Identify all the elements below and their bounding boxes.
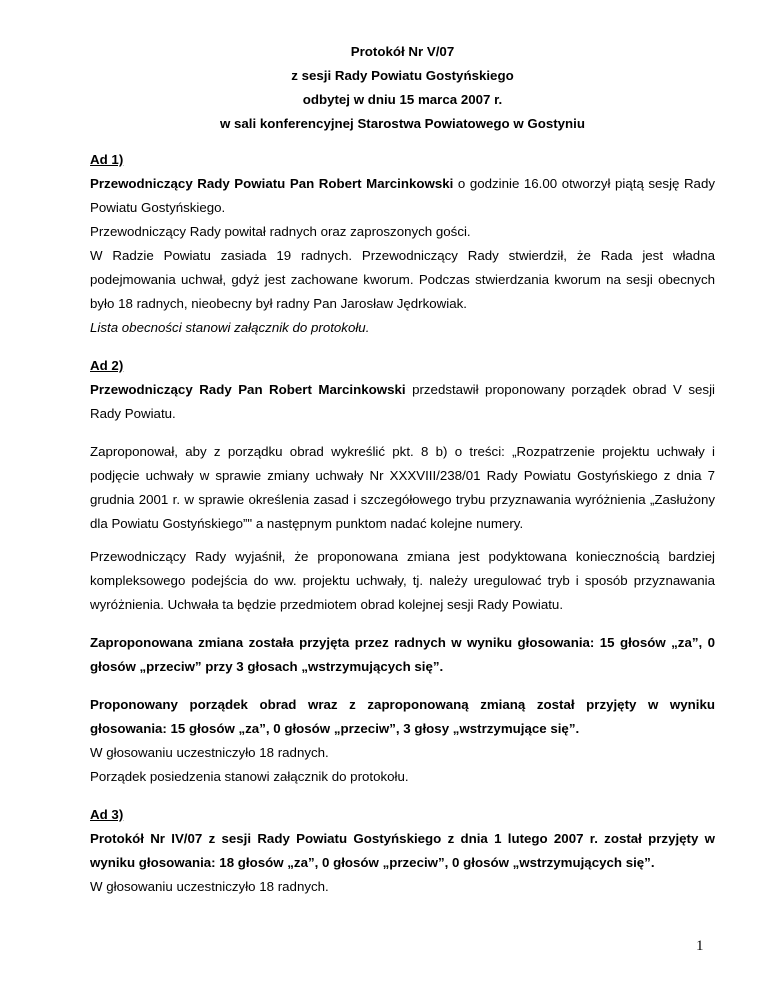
ad2-paragraph-1 <box>90 378 715 426</box>
ad3-paragraph-2: W głosowaniu uczestniczyło 18 radnych. <box>90 879 329 894</box>
spacer <box>90 426 715 440</box>
spacer <box>90 789 715 803</box>
spacer <box>90 340 715 354</box>
document-page <box>90 40 715 899</box>
ad1-paragraph-2: Przewodniczący Rady powitał radnych oraz zaproszonych gości. <box>90 224 471 239</box>
ad2-speaker: Przewodniczący Rady Pan Robert Marcinkowski <box>90 382 406 397</box>
page-number: 1 <box>696 938 704 954</box>
spacer <box>90 536 715 545</box>
ad2-paragraph-4: Zaproponowana zmiana została przyjęta przez radnych w wyniku głosowania: 15 głosów „za”, 0 głosów „przeciw” przy 3 głosach „wstrzymujących się”. <box>90 635 715 674</box>
ad2-paragraph-7: Porządek posiedzenia stanowi załącznik do protokołu. <box>90 769 409 784</box>
title-line-3: odbytej w dniu 15 marca 2007 r. <box>302 92 503 107</box>
ad1-speaker: Przewodniczący Rady Powiatu Pan Robert Marcinkowski <box>90 176 454 191</box>
title-line-2: z sesji Rady Powiatu Gostyńskiego <box>291 68 514 83</box>
ad2-paragraph-5: Proponowany porządek obrad wraz z zaproponowaną zmianą został przyjęty w wyniku głosowania: 15 głosów „za”, 0 głosów „przeciw”, 3 głosy „wstrzymujące się”. <box>90 697 715 736</box>
document-title <box>90 40 715 136</box>
ad1-paragraph-3: W Radzie Powiatu zasiada 19 radnych. Przewodniczący Rady stwierdził, że Rada jest władna podejmowania uchwał, gdyż jest zachowane kworum. Podczas stwierdzania kworum na sesji obecnych było 18 radnych, nieobecny był radny Pan Jarosław Jędrkowiak. <box>90 248 715 311</box>
ad1-paragraph-1-rest: o godzinie 16.00 otworzył piątą sesję Rady Powiatu Gostyńskiego. <box>90 176 715 215</box>
ad3-heading: Ad 3) <box>90 807 124 822</box>
title-line-4: w sali konferencyjnej Starostwa Powiatowego w Gostyniu <box>219 116 585 131</box>
ad2-paragraph-2: Zaproponował, aby z porządku obrad wykreślić pkt. 8 b) o treści: „Rozpatrzenie projektu uchwały i podjęcie uchwały w sprawie zmiany uchwały Nr XXXVIII/238/01 Rady Powiatu Gostyńskiego z dnia 7 grudnia 2001 r. w sprawie określenia zasad i szczegółowego trybu przyznawania wyróżnienia „Zasłużony dla Powiatu Gostyńskiego”" a następnym punktom nadać kolejne numery. <box>90 444 715 531</box>
ad2-heading: Ad 2) <box>90 358 124 373</box>
ad3-paragraph-1: Protokół Nr IV/07 z sesji Rady Powiatu Gostyńskiego z dnia 1 lutego 2007 r. został przyjęty w wyniku głosowania: 18 głosów „za”, 0 głosów „przeciw”, 0 głosów „wstrzymujących się”. <box>90 831 715 870</box>
ad2-paragraph-1-rest: przedstawił proponowany porządek obrad V sesji Rady Powiatu. <box>90 382 715 421</box>
ad2-paragraph-6: W głosowaniu uczestniczyło 18 radnych. <box>90 745 329 760</box>
ad1-heading: Ad 1) <box>90 152 124 167</box>
ad2-paragraph-3: Przewodniczący Rady wyjaśnił, że proponowana zmiana jest podyktowana koniecznością bardziej kompleksowego podejścia do ww. projektu uchwały, tj. należy uregulować tryb i sposób przyznawania wyróżnienia. Uchwała ta będzie przedmiotem obrad kolejnej sesji Rady Powiatu. <box>90 549 715 612</box>
ad1-paragraph-4: Lista obecności stanowi załącznik do protokołu. <box>90 320 370 335</box>
spacer <box>90 617 715 631</box>
ad1-paragraph-1 <box>90 172 715 220</box>
spacer <box>90 679 715 693</box>
title-line-1: Protokół Nr V/07 <box>350 44 455 59</box>
